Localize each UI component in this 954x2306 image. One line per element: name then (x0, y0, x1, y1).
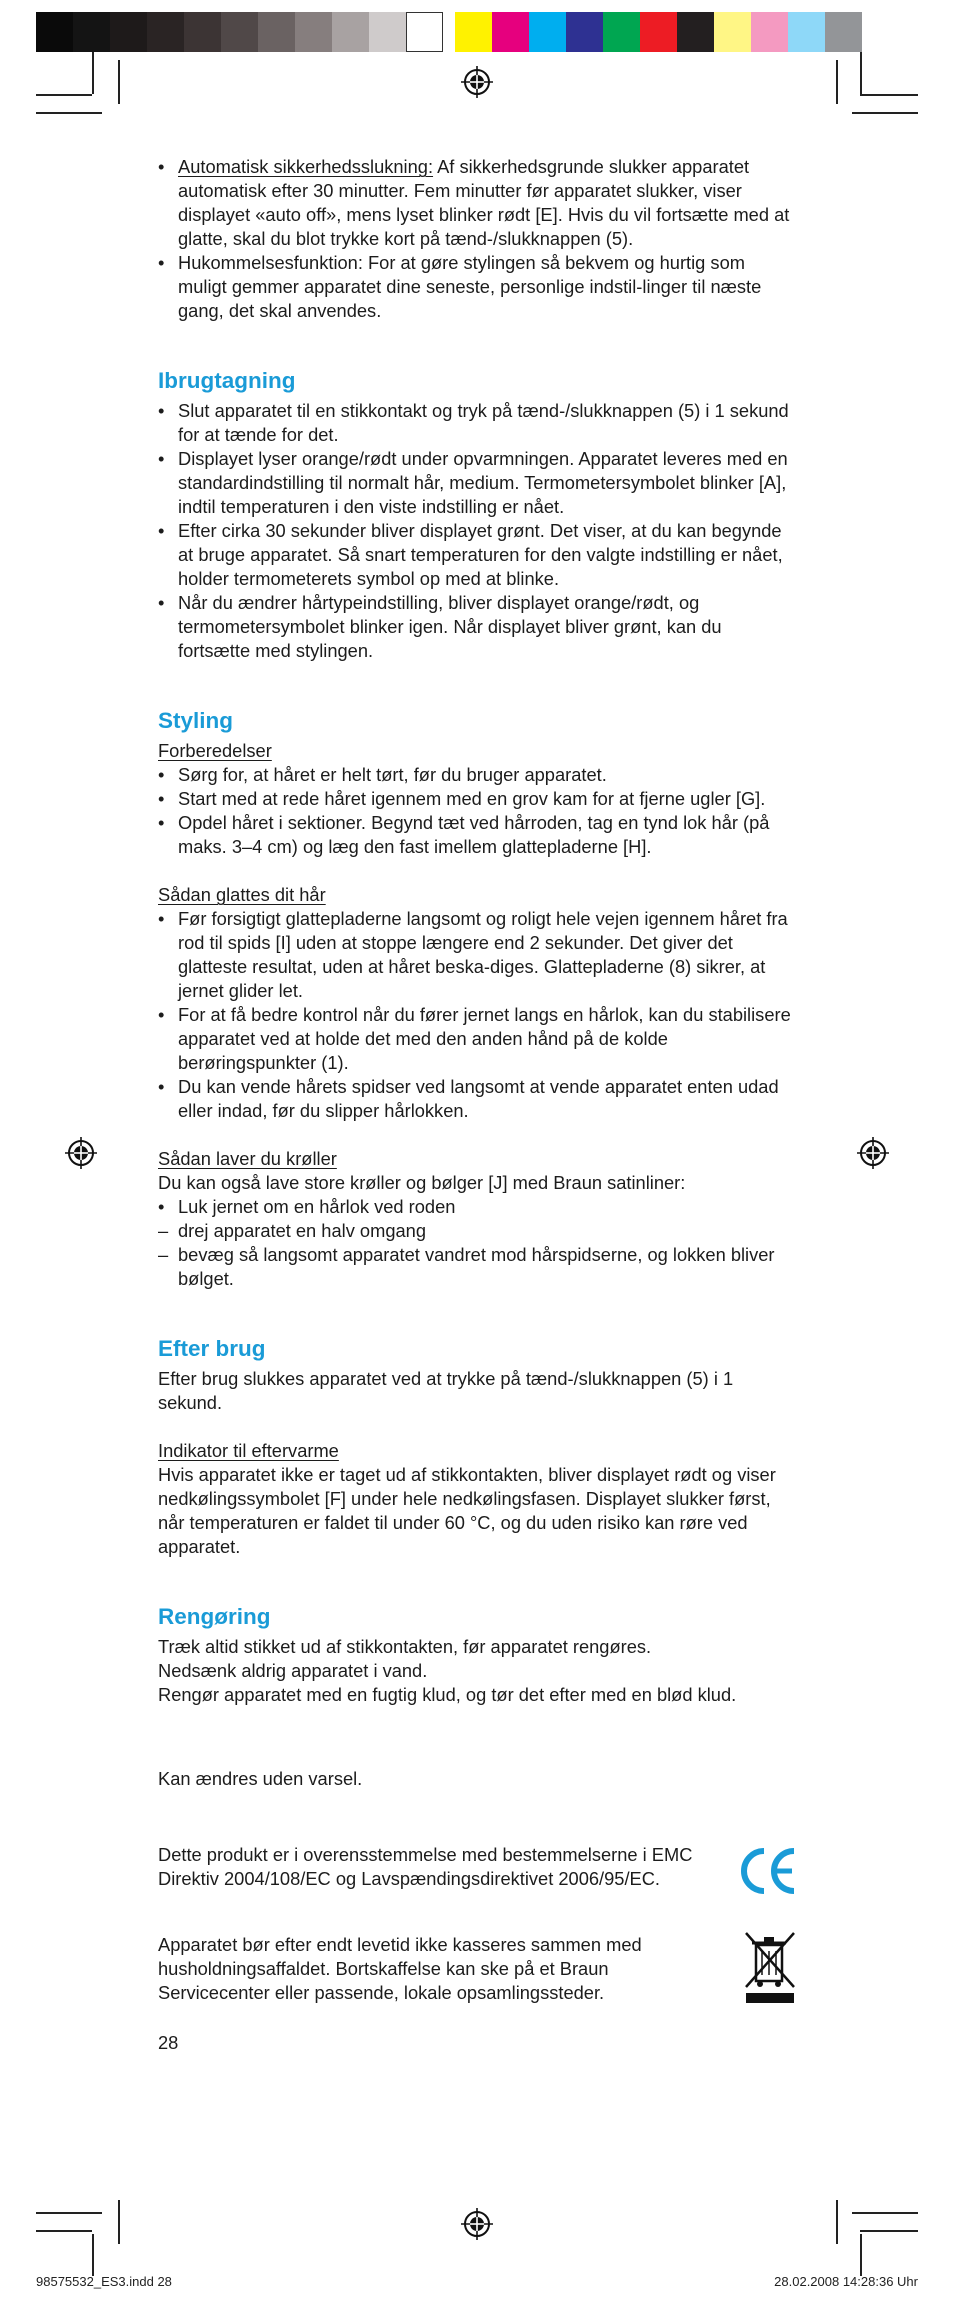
crop-mark (852, 112, 918, 114)
registration-mark-icon (461, 66, 493, 98)
auto-off-text: Af sikkerhedsgrunde slukker apparatet automatisk efter 30 minutter. Fem minutter før apparatet slukker, viser displayet «auto off», mens lyset blinker rødt [E]. Hvis du vil fortsætte med at glatte, skal du blot trykke kort på tænd-/slukknappen (5). (178, 156, 790, 249)
page-number: 28 (158, 2032, 179, 2053)
color-swatch (529, 12, 566, 52)
ce-mark-icon (738, 1845, 798, 1897)
crop-mark (118, 2200, 120, 2244)
weee-block (158, 1933, 798, 2005)
dash-item: – bevæg så langsomt apparatet vandret mod hårspidserne, og lokken bliver bølget. (158, 1243, 798, 1291)
rengoring-line: Rengør apparatet med en fugtig klud, og tør det efter med en blød klud. (158, 1684, 737, 1705)
crop-mark (836, 60, 838, 104)
ce-block (158, 1843, 798, 1891)
list-item: • Du kan vende hårets spidser ved langsomt at vende apparatet enten udad eller indad, før du slipper hårlokken. (158, 1075, 798, 1123)
color-swatch (406, 12, 443, 52)
crop-mark (36, 94, 92, 96)
color-swatch (492, 12, 529, 52)
color-swatch (751, 12, 788, 52)
print-color-bar (36, 12, 862, 52)
eftervarme-paragraph: Hvis apparatet ikke er taget ud af stikkontakten, bliver displayet rødt og viser nedkølingssymbolet [F] under hele nedkølingsfasen. Displayet slukker først, når temperaturen er faldet til under 60 °C, og du uden risiko kan røre ved apparatet. (158, 1464, 776, 1557)
color-swatch (677, 12, 714, 52)
registration-mark-icon (857, 1137, 889, 1169)
list-item: • Når du ændrer hårtypeindstilling, bliver displayet orange/rødt, og termometersymbolet blinker igen. Når displayet bliver grønt, kan du fortsætte med stylingen. (158, 591, 798, 663)
list-item: • Start med at rede håret igennem med en grov kam for at fjerne ugler [G]. (158, 787, 798, 811)
color-swatch (36, 12, 73, 52)
crop-mark (860, 2230, 918, 2232)
rengoring-line: Træk altid stikket ud af stikkontakten, før apparatet rengøres. (158, 1636, 652, 1657)
color-swatch (369, 12, 406, 52)
color-swatch (825, 12, 862, 52)
crop-mark (852, 2212, 918, 2214)
color-swatch (714, 12, 751, 52)
auto-off-label: Automatisk sikkerhedsslukning: (178, 156, 434, 177)
weee-text: Apparatet bør efter endt levetid ikke kasseres sammen med husholdningsaffaldet. Bortskaffelse kan ske på et Braun Servicecenter eller passende, lokale opsamlingssteder. (158, 1934, 642, 2003)
section-heading-ibrugtagning: Ibrugtagning (158, 368, 296, 393)
crop-mark (92, 2234, 94, 2276)
color-swatch (184, 12, 221, 52)
swatch-gap (443, 12, 455, 52)
kroller-intro: Du kan også lave store krøller og bølger [J] med Braun satinliner: (158, 1172, 686, 1193)
color-swatch (640, 12, 677, 52)
section-heading-efter-brug: Efter brug (158, 1336, 266, 1361)
ce-mark-svg (738, 1845, 798, 1897)
footer-file-info: 98575532_ES3.indd 28 (36, 2274, 172, 2289)
list-item: • For at få bedre kontrol når du fører jernet langs en hårlok, kan du stabilisere apparatet ved at holde det med den anden hånd på de kolde berøringspunkter (1). (158, 1003, 798, 1075)
list-item: • Efter cirka 30 sekunder bliver displayet grønt. Det viser, at du kan begynde at bruge apparatet. Så snart temperaturen for den valgte indstilling er nået, holder termometerets symbol op med at blinke. (158, 519, 798, 591)
color-swatch (73, 12, 110, 52)
ce-text: Dette produkt er i overensstemmelse med bestemmelserne i EMC Direktiv 2004/108/EC og Lavspændingsdirektivet 2006/95/EC. (158, 1844, 693, 1889)
list-item: • Sørg for, at håret er helt tørt, før du bruger apparatet. (158, 763, 798, 787)
crop-mark (860, 94, 918, 96)
crop-mark (860, 52, 862, 94)
registration-mark-icon (461, 2208, 493, 2240)
list-item: • Opdel håret i sektioner. Begynd tæt ved hårroden, tag en tynd lok hår (på maks. 3–4 cm) og læg den fast imellem glattepladerne [H]. (158, 811, 798, 859)
subheading-forberedelser: Forberedelser (158, 740, 272, 761)
manual-page-content (158, 155, 798, 2055)
list-item: • Slut apparatet til en stikkontakt og tryk på tænd-/slukknappen (5) i 1 sekund for at tænde for det. (158, 399, 798, 447)
crop-mark (36, 112, 102, 114)
crop-mark (36, 2212, 102, 2214)
subheading-eftervarme: Indikator til eftervarme (158, 1440, 339, 1461)
subheading-kroller: Sådan laver du krøller (158, 1148, 337, 1169)
color-swatch (455, 12, 492, 52)
color-swatch (295, 12, 332, 52)
color-swatch (332, 12, 369, 52)
color-swatch (566, 12, 603, 52)
crop-mark (860, 2234, 862, 2276)
crop-mark (118, 60, 120, 104)
list-item: • Displayet lyser orange/rødt under opvarmningen. Apparatet leveres med en standardindstilling til normalt hår, medium. Termometersymbolet blinker [A], indtil temperaturen i den viste indstilling er nået. (158, 447, 798, 519)
change-notice: Kan ændres uden varsel. (158, 1768, 363, 1789)
registration-mark-icon (65, 1137, 97, 1169)
rengoring-line: Nedsænk aldrig apparatet i vand. (158, 1660, 428, 1681)
footer-timestamp: 28.02.2008 14:28:36 Uhr (774, 2274, 918, 2289)
list-item: • Luk jernet om en hårlok ved roden (158, 1195, 798, 1219)
intro-bullet-auto-off (158, 155, 798, 251)
section-heading-styling: Styling (158, 708, 234, 733)
color-swatch (147, 12, 184, 52)
dash-item: – drej apparatet en halv omgang (158, 1219, 798, 1243)
crop-mark (92, 52, 94, 94)
list-item: • Før forsigtigt glattepladerne langsomt og roligt hele vejen igennem håret fra rod til spids [I] uden at stoppe længere end 2 sekunder. Det giver det glatteste resultat, uden at håret beska-diges. Glattepladerne (8) sikrer, at jernet glider let. (158, 907, 798, 1003)
color-swatch (110, 12, 147, 52)
efter-paragraph: Efter brug slukkes apparatet ved at trykke på tænd-/slukknappen (5) i 1 sekund. (158, 1368, 734, 1413)
section-heading-rengoring: Rengøring (158, 1604, 271, 1629)
color-swatch (221, 12, 258, 52)
subheading-glattes: Sådan glattes dit hår (158, 884, 326, 905)
crop-mark (36, 2230, 92, 2232)
crop-mark (836, 2200, 838, 2244)
color-swatch (603, 12, 640, 52)
color-swatch (258, 12, 295, 52)
intro-bullet-memory: • Hukommelsesfunktion: For at gøre stylingen så bekvem og hurtig som muligt gemmer apparatet dine seneste, personlige indstil-linger til næste gang, det skal anvendes. (158, 251, 798, 323)
color-swatch (788, 12, 825, 52)
crossed-bin-icon (742, 1929, 798, 2007)
